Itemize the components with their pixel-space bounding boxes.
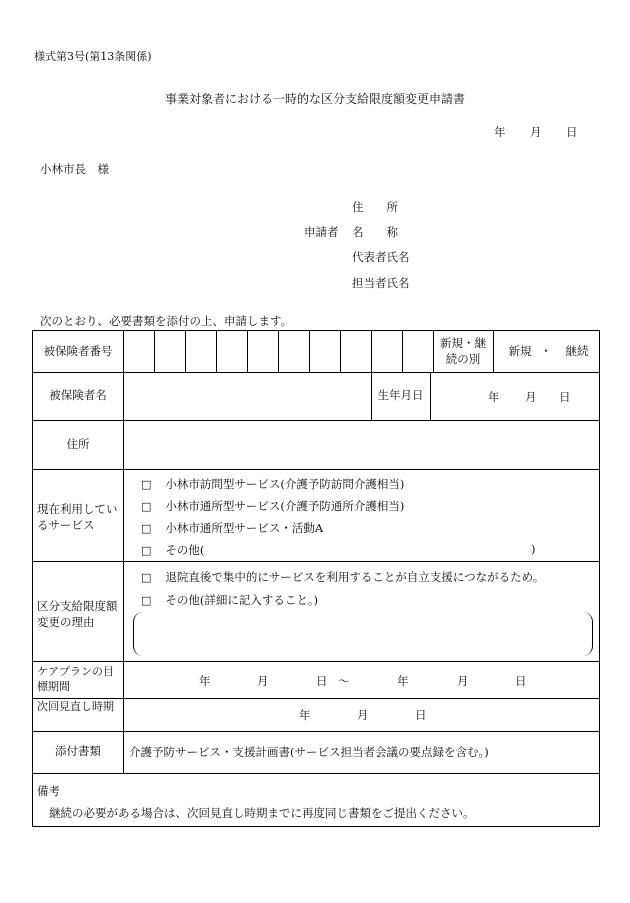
- service-option-visit[interactable]: □ 小林市訪問型サービス(介護予防訪問介護相当): [141, 477, 405, 491]
- birth-month-unit: 月: [525, 390, 537, 404]
- applicant-label: 申請者: [304, 225, 339, 239]
- checkbox-icon[interactable]: □: [141, 544, 152, 557]
- new-continue-label: 新規・継続の別: [440, 335, 486, 366]
- service-option-other[interactable]: □ その他(: [141, 543, 205, 557]
- attachments-label: 添付書類: [55, 744, 101, 759]
- remarks-label: 備考: [37, 784, 60, 798]
- insured-number-label: 被保険者番号: [43, 343, 113, 358]
- contact-person-label: 担当者氏名: [352, 276, 410, 290]
- application-table: [32, 330, 600, 827]
- date-year-unit: 年: [494, 125, 506, 139]
- period-end-day-unit: 日: [515, 674, 527, 688]
- reason-option-other[interactable]: □ その他(詳細に記入すること。): [141, 593, 319, 607]
- reason-label: 区分支給限度額変更の理由: [37, 599, 118, 629]
- period-tilde: ～: [338, 674, 350, 688]
- reason-option-discharge[interactable]: □ 退院直後で集中的にサービスを利用することが自立支援につながるため。: [141, 570, 545, 584]
- address-label: 住所: [66, 436, 90, 451]
- birthdate-label: 生年月日: [377, 388, 424, 403]
- period-start-year-unit: 年: [199, 674, 211, 688]
- addressee: 小林市長 様: [40, 162, 109, 176]
- form-number-label: 様式第3号(第13条関係): [34, 50, 152, 63]
- insured-name-label: 被保険者名: [49, 388, 107, 403]
- period-start-month-unit: 月: [257, 674, 269, 688]
- document-title: 事業対象者における一時的な区分支給限度額変更申請書: [164, 92, 465, 106]
- checkbox-icon[interactable]: □: [141, 594, 152, 607]
- option-separator: ・: [540, 343, 552, 358]
- attachments-value: 介護予防サービス・支援計画書(サービス担当者会議の要点録を含む。): [129, 745, 489, 759]
- next-review-label: 次回見直し時期: [37, 700, 114, 713]
- period-end-month-unit: 月: [457, 674, 469, 688]
- review-year-unit: 年: [299, 708, 311, 722]
- checkbox-icon[interactable]: □: [141, 571, 152, 584]
- option-continue[interactable]: 継続: [565, 343, 589, 358]
- birth-year-unit: 年: [488, 390, 500, 404]
- representative-name-label: 代表者氏名: [352, 250, 410, 264]
- applicant-name-label: 名 称: [352, 225, 398, 239]
- other-close-paren: ): [531, 542, 536, 556]
- reason-detail-field[interactable]: [133, 612, 593, 656]
- date-month-unit: 月: [530, 125, 542, 139]
- service-option-activity-a[interactable]: □ 小林市通所型サービス・活動A: [141, 521, 324, 535]
- service-option-dayservice[interactable]: □ 小林市通所型サービス(介護予防通所介護相当): [141, 499, 405, 513]
- period-end-year-unit: 年: [397, 674, 409, 688]
- date-day-unit: 日: [566, 125, 578, 139]
- applicant-address-label: 住 所: [352, 200, 398, 214]
- period-start-day-unit: 日: [316, 674, 328, 688]
- birth-day-unit: 日: [559, 390, 571, 404]
- checkbox-icon[interactable]: □: [141, 522, 152, 535]
- option-new[interactable]: 新規: [508, 343, 532, 358]
- care-plan-period-label: ケアプランの目標期間: [37, 665, 114, 693]
- intro-text: 次のとおり、必要書類を添付の上、申請します。: [40, 314, 293, 328]
- checkbox-icon[interactable]: □: [141, 478, 152, 491]
- remarks-text: 継続の必要がある場合は、次回見直し時期までに再度同じ書類をご提出ください。: [49, 806, 475, 820]
- review-month-unit: 月: [357, 708, 369, 722]
- checkbox-icon[interactable]: □: [141, 500, 152, 513]
- current-services-label: 現在利用しているサービス: [37, 502, 118, 532]
- review-day-unit: 日: [415, 708, 427, 722]
